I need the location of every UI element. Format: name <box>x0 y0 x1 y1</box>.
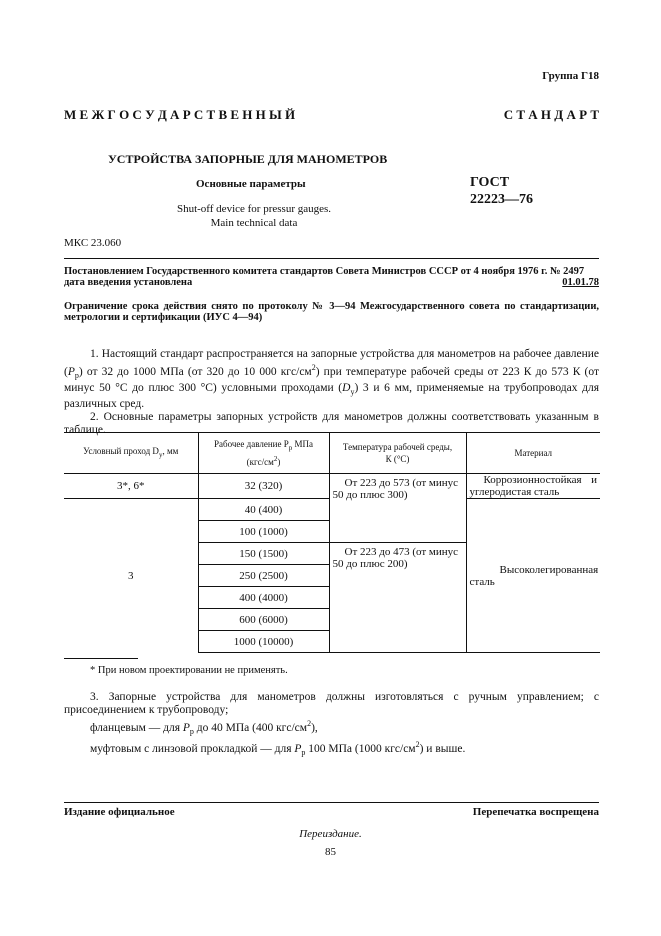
introduction-date-label: дата введения установлена <box>64 277 193 288</box>
english-title-line-1: Shut-off device for pressur gauges. <box>176 203 332 215</box>
p3-coupling-symbol: P <box>294 742 302 755</box>
cell-temp-1: От 223 до 573 (от минус 50 до плюс 300) <box>329 474 466 543</box>
paragraph-2: 2. Основные параметры запорных устройств для манометров должны соответствовать указанным в таблице. <box>64 411 599 437</box>
introduction-date: 01.01.78 <box>562 277 599 288</box>
cell-pressure-2: 40 (400) <box>198 499 329 521</box>
header-pressure-unit: МПа <box>292 438 313 449</box>
p1-symbol-d: D <box>342 382 351 395</box>
p1-sup: 2 <box>311 363 316 372</box>
header-temperature-unit: К (°С) <box>385 454 410 464</box>
reprint-prohibited: Перепечатка воспрещена <box>472 806 599 818</box>
banner-word-standard: С Т А Н Д А Р Т <box>503 107 599 122</box>
header-temperature-text: Температура рабочей среды, <box>342 442 453 452</box>
header-temperature <box>329 433 466 474</box>
p1-sub-y: у <box>350 387 355 397</box>
p3-flange-b: до 40 МПа (400 кгс/см <box>193 721 308 734</box>
p3-coupling-sup: 2 <box>415 740 420 750</box>
english-title-line-2: Main technical data <box>210 217 298 229</box>
table-row <box>64 474 600 499</box>
paragraph-3-coupling <box>64 738 599 759</box>
cell-material-2 <box>466 499 600 653</box>
header-pressure-close: ) <box>277 457 281 468</box>
p3-coupling-sub: р <box>301 748 306 758</box>
p3-flange-sup: 2 <box>307 719 312 728</box>
cell-bore-2: 3 <box>128 569 134 582</box>
header-pressure-sub: р <box>288 443 293 452</box>
standard-banner <box>64 107 599 123</box>
cell-bore-1: 3*, 6* <box>64 474 198 499</box>
header-pressure-text: Рабочее давление P <box>214 438 289 449</box>
group-code: Группа Г18 <box>542 70 599 82</box>
header-bore-sub: у <box>158 450 163 459</box>
gost-label: ГОСТ <box>470 175 510 190</box>
header-bore-text: Условный проход D <box>83 446 159 457</box>
p1-symbol-p: P <box>67 365 75 378</box>
document-title: УСТРОЙСТВА ЗАПОРНЫЕ ДЛЯ МАНОМЕТРОВ <box>108 152 388 166</box>
cell-temp-2: От 223 до 473 (от минус 50 до плюс 200) <box>329 543 466 653</box>
paragraph-3-intro: 3. Запорные устройства для манометров должны изготовляться с ручным управлением; с присоединением к трубопроводу; <box>64 691 599 716</box>
material-2-text: Высоколегированная сталь <box>469 563 599 588</box>
reissue-note: Переиздание. <box>299 828 362 840</box>
p3-coupling-c: ) и выше. <box>419 742 466 755</box>
decree-line: Постановлением Государственного комитета стандартов Совета Министров СССР от 4 ноября 1976 г. № 2497 <box>64 266 585 277</box>
gost-number <box>470 174 533 208</box>
cell-pressure-8: 1000 (10000) <box>198 631 329 653</box>
restriction-note: Ограничение срока действия снято по протоколу № 3—94 Межгосударственного совета по стандартизации, метрологии и сертификации (ИУС 4—94) <box>64 301 599 323</box>
cell-material-1: Коррозионностойкая и углеродистая сталь <box>466 474 600 499</box>
banner-word-interstate: М Е Ж Г О С У Д А Р С Т В Е Н Н Ы Й <box>64 107 296 122</box>
cell-pressure-4: 150 (1500) <box>198 543 329 565</box>
header-material: Материал <box>466 433 600 474</box>
body-paragraphs <box>64 348 599 437</box>
p3-flange-sub: р <box>189 727 194 737</box>
header-pressure-sup: 2 <box>273 455 278 464</box>
mks-code: МКС 23.060 <box>64 237 122 249</box>
paragraph-3 <box>64 691 599 759</box>
p3-coupling-a: муфтовым с линзовой прокладкой — для <box>90 742 295 755</box>
p1-text-b: ) от 32 до 1000 МПа (от 320 до 10 000 кгс/см <box>78 365 312 378</box>
cell-pressure-6: 400 (4000) <box>198 587 329 609</box>
footnote: * При новом проектировании не применять. <box>90 665 288 676</box>
p1-sub-p: р <box>74 371 79 381</box>
paragraph-3-flange <box>64 717 599 738</box>
gost-code: 22223—76 <box>470 192 533 207</box>
official-edition: Издание официальное <box>64 806 175 818</box>
header-rule <box>64 258 599 259</box>
p1-text-c: ) при температуре рабочей среды от 223 К до 573 К (от минус 50 °С до плюс 300 °С) условными проходами ( <box>64 365 599 395</box>
document-subtitle: Основные параметры <box>196 178 306 190</box>
p3-flange-c: ), <box>311 721 318 734</box>
p1-text-d: ) 3 и 6 мм, применяемые на трубопроводах для различных сред. <box>64 382 599 411</box>
p3-flange-symbol: P <box>182 721 190 734</box>
p3-coupling-b: 100 МПа (1000 кгс/см <box>305 742 416 755</box>
header-bore <box>64 433 198 474</box>
header-pressure <box>198 433 329 474</box>
header-bore-unit: , мм <box>162 446 179 457</box>
header-pressure-alt: (кгс/см <box>246 457 274 468</box>
decree-block <box>64 266 599 288</box>
page-number: 85 <box>325 846 336 858</box>
p3-flange-a: фланцевым — для <box>90 721 183 734</box>
english-title <box>150 202 358 230</box>
cell-pressure-7: 600 (6000) <box>198 609 329 631</box>
p1-text-a: 1. Настоящий стандарт распространяется на запорные устройства для манометров на рабочее давление ( <box>64 348 599 378</box>
parameters-table <box>64 432 600 653</box>
decree-date-row <box>64 277 599 288</box>
cell-pressure-5: 250 (2500) <box>198 565 329 587</box>
paragraph-1 <box>64 348 599 411</box>
footnote-rule <box>64 658 138 659</box>
footer-rule <box>64 802 599 803</box>
cell-pressure-1: 32 (320) <box>198 474 329 499</box>
table-header-row <box>64 433 600 474</box>
cell-pressure-3: 100 (1000) <box>198 521 329 543</box>
